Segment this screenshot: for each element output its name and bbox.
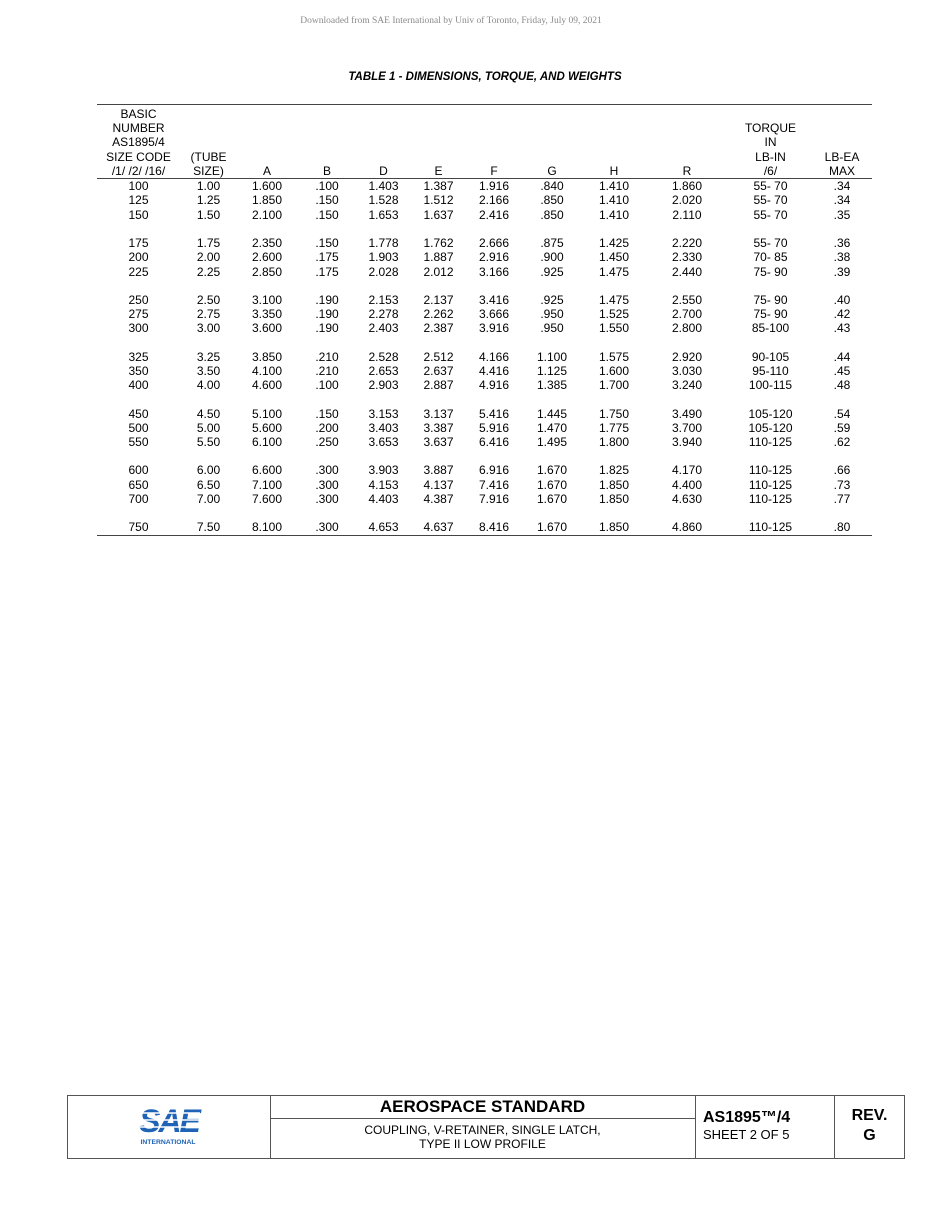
table-cell: 1.495	[536, 435, 568, 450]
table-cell: 2.512	[423, 349, 454, 364]
sae-logo	[136, 1101, 202, 1151]
table-cell: 3.166	[478, 264, 510, 279]
table-cell: 2.440	[671, 264, 703, 279]
table-cell: 1.775	[598, 420, 630, 435]
table-cell: .54	[833, 406, 851, 421]
table-cell: 105-120	[748, 406, 793, 421]
table-cell: 1.425	[598, 235, 630, 250]
table-cell: .48	[833, 378, 851, 393]
column-header: E	[410, 105, 467, 179]
table-cell: 4.153	[368, 477, 399, 492]
table-cell: .34	[833, 179, 851, 194]
table-cell: 2.416	[478, 207, 510, 222]
table-cell: .200	[315, 420, 339, 435]
table-cell: 2.916	[478, 250, 510, 265]
table-cell: .150	[315, 235, 339, 250]
table-cell: .59	[833, 420, 851, 435]
table-cell: 75- 90	[753, 264, 788, 279]
table-cell: 6.600	[251, 463, 283, 478]
table-cell: 1.778	[368, 235, 399, 250]
table-cell: .150	[315, 207, 339, 222]
table-cell: 110-125	[748, 492, 793, 507]
table-cell: 1.600	[251, 179, 283, 194]
table-cell: 4.400	[671, 477, 703, 492]
table-cell: .38	[833, 250, 851, 265]
table-cell: 1.387	[423, 179, 454, 194]
table-cell: 1.470	[536, 420, 568, 435]
table-cell: 2.75	[196, 307, 221, 322]
table-cell: 3.903	[368, 463, 399, 478]
standard-cell	[270, 1096, 696, 1158]
table-cell: 2.550	[671, 292, 703, 307]
logo-subtext: INTERNATIONAL	[140, 1139, 196, 1146]
table-cell: 55- 70	[753, 179, 788, 194]
table-cell: 3.653	[368, 435, 399, 450]
table-cell: 105-120	[748, 420, 793, 435]
table-row	[97, 321, 872, 335]
table-cell: 1.00	[196, 179, 221, 194]
table-cell: .34	[833, 193, 851, 208]
table-cell: 1.575	[598, 349, 630, 364]
table-cell: .175	[315, 250, 339, 265]
table-cell: 1.100	[536, 349, 568, 364]
table-cell: 3.153	[368, 406, 399, 421]
table-cell: 1.750	[598, 406, 630, 421]
column-header: TORQUE IN LB-IN /6/	[729, 105, 812, 179]
table-cell: 1.637	[423, 207, 454, 222]
table-cell: 4.860	[645, 506, 729, 535]
table-cell: 2.00	[196, 250, 221, 265]
table-cell: 1.850	[598, 492, 630, 507]
table-cell: 1.125	[536, 363, 568, 378]
table-cell: 100	[128, 179, 149, 194]
table-row	[97, 435, 872, 449]
table-cell: 3.25	[196, 349, 221, 364]
table-cell: 1.50	[196, 207, 221, 222]
table-cell: 5.916	[478, 420, 510, 435]
table-cell: 3.350	[251, 307, 283, 322]
table-cell: .66	[833, 463, 851, 478]
table-cell: 1.550	[598, 321, 630, 336]
table-cell: .925	[540, 292, 564, 307]
table-cell: 1.475	[598, 292, 630, 307]
table-row	[97, 449, 872, 477]
table-cell: .925	[540, 264, 564, 279]
table-cell: 110-125	[748, 463, 793, 478]
table-cell: 85-100	[751, 321, 790, 336]
table-cell: 2.850	[251, 264, 283, 279]
table-cell: .300	[315, 463, 339, 478]
table-cell: 2.25	[196, 264, 221, 279]
table-cell: 5.100	[251, 406, 283, 421]
table-cell: 4.137	[423, 477, 454, 492]
table-row	[97, 193, 872, 207]
table-cell: 1.25	[196, 193, 221, 208]
table-row	[97, 378, 872, 392]
table-cell: 1.860	[671, 179, 703, 194]
table-cell: 2.262	[423, 307, 454, 322]
table-cell: 3.850	[251, 349, 283, 364]
table-cell: 250	[128, 292, 149, 307]
table-cell: 6.416	[478, 435, 510, 450]
table-cell: 4.166	[478, 349, 510, 364]
table-cell: 225	[128, 264, 149, 279]
table-cell: 100-115	[748, 378, 793, 393]
table-cell: 2.278	[368, 307, 399, 322]
table-cell: 110-125	[748, 477, 793, 492]
table-cell: 1.410	[598, 179, 630, 194]
table-row	[97, 208, 872, 222]
table-cell: 1.410	[598, 207, 630, 222]
table-cell: 2.887	[423, 378, 454, 393]
table-cell: 7.50	[180, 506, 237, 535]
table-cell: 2.800	[671, 321, 703, 336]
table-cell: 125	[128, 193, 149, 208]
table-cell: 3.940	[671, 435, 703, 450]
table-cell: 650	[128, 477, 149, 492]
table-cell: 550	[128, 435, 149, 450]
table-cell: 2.387	[423, 321, 454, 336]
table-cell: 4.00	[196, 378, 221, 393]
table-cell: 1.825	[598, 463, 630, 478]
table-cell: .43	[833, 321, 851, 336]
table-cell: 1.800	[598, 435, 630, 450]
table-cell: 55- 70	[753, 207, 788, 222]
table-cell: 4.403	[368, 492, 399, 507]
table-cell: 1.525	[598, 307, 630, 322]
table-cell: 2.600	[251, 250, 283, 265]
table-cell: 5.600	[251, 420, 283, 435]
download-note: Downloaded from SAE International by Univ of Toronto, Friday, July 09, 2021	[300, 16, 602, 26]
table-cell: 325	[128, 349, 149, 364]
table-cell: 7.916	[478, 492, 510, 507]
table-cell: .190	[315, 307, 339, 322]
column-header: F	[467, 105, 521, 179]
table-cell: .44	[833, 349, 851, 364]
table-cell: .100	[315, 378, 339, 393]
table-row	[97, 265, 872, 279]
table-cell: 1.903	[368, 250, 399, 265]
table-cell: 6.50	[196, 477, 221, 492]
table-cell: 1.410	[598, 193, 630, 208]
table-cell: 1.445	[536, 406, 568, 421]
column-header: G	[521, 105, 583, 179]
table-cell: 1.385	[536, 378, 568, 393]
table-cell: 2.637	[423, 363, 454, 378]
table-cell: 1.762	[423, 235, 454, 250]
table-cell: 3.403	[368, 420, 399, 435]
table-cell: .39	[833, 264, 851, 279]
logo-text: SAE	[139, 1103, 199, 1139]
table-cell: 3.100	[251, 292, 283, 307]
table-cell: 1.670	[536, 492, 568, 507]
table-row	[97, 307, 872, 321]
table-cell: 4.170	[671, 463, 703, 478]
table-cell: 2.020	[671, 193, 703, 208]
table-cell: 7.416	[478, 477, 510, 492]
table-cell: .62	[833, 435, 851, 450]
table-cell: 2.166	[478, 193, 510, 208]
table-cell: 2.50	[196, 292, 221, 307]
description-line-2: TYPE II LOW PROFILE	[419, 1137, 546, 1151]
table-cell: 4.653	[357, 506, 410, 535]
table-cell: 3.030	[671, 363, 703, 378]
table-cell: .875	[540, 235, 564, 250]
table-row	[97, 421, 872, 435]
table-cell: 1.850	[598, 477, 630, 492]
document-number: AS1895™/4	[703, 1109, 791, 1126]
table-cell: 3.387	[423, 420, 454, 435]
table-cell: 3.637	[423, 435, 454, 450]
logo-cell	[68, 1096, 271, 1158]
table-cell: .40	[833, 292, 851, 307]
table-cell: 700	[128, 492, 149, 507]
table-cell: 1.450	[598, 250, 630, 265]
table-cell: 2.110	[672, 207, 702, 222]
table-cell: 4.600	[251, 378, 283, 393]
table-cell: .80	[812, 506, 872, 535]
table-row	[97, 222, 872, 250]
table-cell: .150	[315, 406, 339, 421]
table-cell: 2.350	[251, 235, 283, 250]
table-cell: 1.916	[478, 179, 510, 194]
table-cell: .100	[315, 179, 339, 194]
table-cell: .900	[540, 250, 564, 265]
table-cell: .300	[315, 492, 339, 507]
table-header-row	[97, 105, 872, 179]
table-cell: 1.700	[598, 378, 630, 393]
table-cell: 2.012	[423, 264, 454, 279]
table-cell: 110-125	[729, 506, 812, 535]
table-cell: 4.50	[196, 406, 221, 421]
table-cell: 4.916	[478, 378, 510, 393]
column-header: LB-EA MAX	[812, 105, 872, 179]
table-cell: 3.600	[251, 321, 283, 336]
table-cell: 3.137	[423, 406, 454, 421]
table-cell: 2.528	[368, 349, 399, 364]
table-cell: 1.512	[423, 193, 454, 208]
table-cell: 1.475	[598, 264, 630, 279]
table-cell: 150	[128, 207, 149, 222]
table-cell: .840	[540, 179, 564, 194]
table-cell: 4.637	[410, 506, 467, 535]
table-cell: 2.666	[478, 235, 510, 250]
table-cell: 2.137	[423, 292, 454, 307]
table-cell: .73	[833, 477, 851, 492]
table-cell: 2.920	[671, 349, 703, 364]
table-row	[97, 506, 872, 535]
table-cell: 1.528	[368, 193, 399, 208]
table-cell: 6.916	[478, 463, 510, 478]
table-row	[97, 279, 872, 307]
table-cell: .190	[315, 321, 339, 336]
table-cell: 55- 70	[753, 235, 788, 250]
table-cell: 3.416	[478, 292, 510, 307]
table-cell: .175	[315, 264, 339, 279]
table-cell: 4.416	[478, 363, 510, 378]
table-cell: 500	[128, 420, 149, 435]
table-cell: .190	[315, 292, 339, 307]
table-cell: .45	[833, 363, 851, 378]
table-body	[97, 179, 872, 536]
table-row	[97, 478, 872, 492]
table-cell: 4.387	[423, 492, 454, 507]
table-cell: 5.00	[196, 420, 221, 435]
table-cell: 75- 90	[753, 292, 788, 307]
column-header: D	[357, 105, 410, 179]
table-cell: 2.700	[671, 307, 703, 322]
table-cell: 7.100	[251, 477, 283, 492]
title-block	[67, 1095, 905, 1159]
table-cell: 4.100	[251, 363, 283, 378]
standard-description	[270, 1119, 695, 1151]
table-cell: 1.887	[423, 250, 454, 265]
table-cell: 2.330	[671, 250, 703, 265]
table-cell: 1.600	[598, 363, 630, 378]
table-cell: 1.653	[368, 207, 399, 222]
table-cell: 2.220	[671, 235, 703, 250]
table-cell: 400	[128, 378, 149, 393]
table-cell: 6.00	[196, 463, 221, 478]
table-cell: 3.700	[671, 420, 703, 435]
table-cell: .150	[315, 193, 339, 208]
table-cell: 1.75	[196, 235, 221, 250]
table-cell: 1.403	[368, 179, 399, 194]
revision-value: G	[863, 1127, 876, 1144]
standard-title: AEROSPACE STANDARD	[270, 1096, 695, 1119]
table-cell: 4.630	[671, 492, 703, 507]
table-cell: 200	[128, 250, 149, 265]
table-cell: .950	[540, 321, 564, 336]
table-cell: .210	[315, 349, 339, 364]
table-cell: 600	[128, 463, 149, 478]
table-cell: 1.670	[536, 477, 568, 492]
sheet-number: SHEET 2 OF 5	[703, 1127, 790, 1142]
table-cell: 5.50	[196, 435, 221, 450]
table-cell: 300	[128, 321, 149, 336]
table-cell: 1.850	[251, 193, 283, 208]
table-cell: 750	[97, 506, 180, 535]
description-line-1: COUPLING, V-RETAINER, SINGLE LATCH,	[364, 1123, 601, 1137]
table-cell: 2.028	[368, 264, 399, 279]
column-header: (TUBE SIZE)	[180, 105, 237, 179]
table-cell: 5.416	[478, 406, 510, 421]
column-header: H	[583, 105, 645, 179]
column-header: B	[297, 105, 357, 179]
table-row	[97, 179, 872, 194]
table-cell: 75- 90	[753, 307, 788, 322]
table-cell: .36	[833, 235, 851, 250]
table-row	[97, 393, 872, 421]
table-cell: 175	[128, 235, 149, 250]
table-cell: .850	[540, 207, 564, 222]
table-cell: .300	[297, 506, 357, 535]
table-cell: 2.100	[251, 207, 283, 222]
table-cell: 55- 70	[753, 193, 788, 208]
table-cell: 6.100	[251, 435, 283, 450]
table-cell: 3.916	[478, 321, 510, 336]
table-cell: 95-110	[752, 363, 789, 378]
table-cell: .42	[833, 307, 851, 322]
table-cell: .950	[540, 307, 564, 322]
revision-label: REV.	[851, 1107, 888, 1124]
table-cell: 2.903	[368, 378, 399, 393]
table-row	[97, 250, 872, 264]
table-cell: 1.670	[521, 506, 583, 535]
table-cell: .300	[315, 477, 339, 492]
table-cell: 450	[128, 406, 149, 421]
table-cell: 1.670	[536, 463, 568, 478]
table-cell: 110-125	[748, 435, 793, 450]
table-cell: 2.153	[368, 292, 399, 307]
document-number-cell	[695, 1096, 835, 1158]
table-cell: 3.887	[423, 463, 454, 478]
table-cell: 7.600	[251, 492, 283, 507]
table-cell: .77	[833, 492, 851, 507]
table-cell: 70- 85	[753, 250, 788, 265]
table-row	[97, 364, 872, 378]
table-cell: .850	[540, 193, 564, 208]
table-cell: 3.666	[478, 307, 510, 322]
column-header: R	[645, 105, 729, 179]
table-cell: 3.50	[196, 363, 221, 378]
table-cell: .210	[315, 363, 339, 378]
table-cell: 3.490	[671, 406, 703, 421]
dimensions-table	[97, 104, 872, 536]
table-cell: 3.240	[671, 378, 703, 393]
table-cell: 7.00	[196, 492, 221, 507]
table-cell: 1.850	[583, 506, 645, 535]
table-cell: 3.00	[196, 321, 221, 336]
column-header: A	[237, 105, 297, 179]
table-cell: 90-105	[751, 349, 790, 364]
table-cell: 2.653	[368, 363, 399, 378]
column-header: BASIC NUMBER AS1895/4 SIZE CODE /1/ /2/ /16/	[97, 105, 180, 179]
revision-cell	[835, 1096, 904, 1158]
table-title: TABLE 1 - DIMENSIONS, TORQUE, AND WEIGHTS	[348, 71, 622, 83]
table-cell: .250	[315, 435, 339, 450]
table-cell: 350	[128, 363, 149, 378]
table-row	[97, 336, 872, 364]
table-cell: 2.403	[368, 321, 399, 336]
table-cell: 8.100	[237, 506, 297, 535]
table-cell: .35	[833, 207, 851, 222]
table-cell: 275	[128, 307, 149, 322]
table-cell: 8.416	[467, 506, 521, 535]
table-row	[97, 492, 872, 506]
